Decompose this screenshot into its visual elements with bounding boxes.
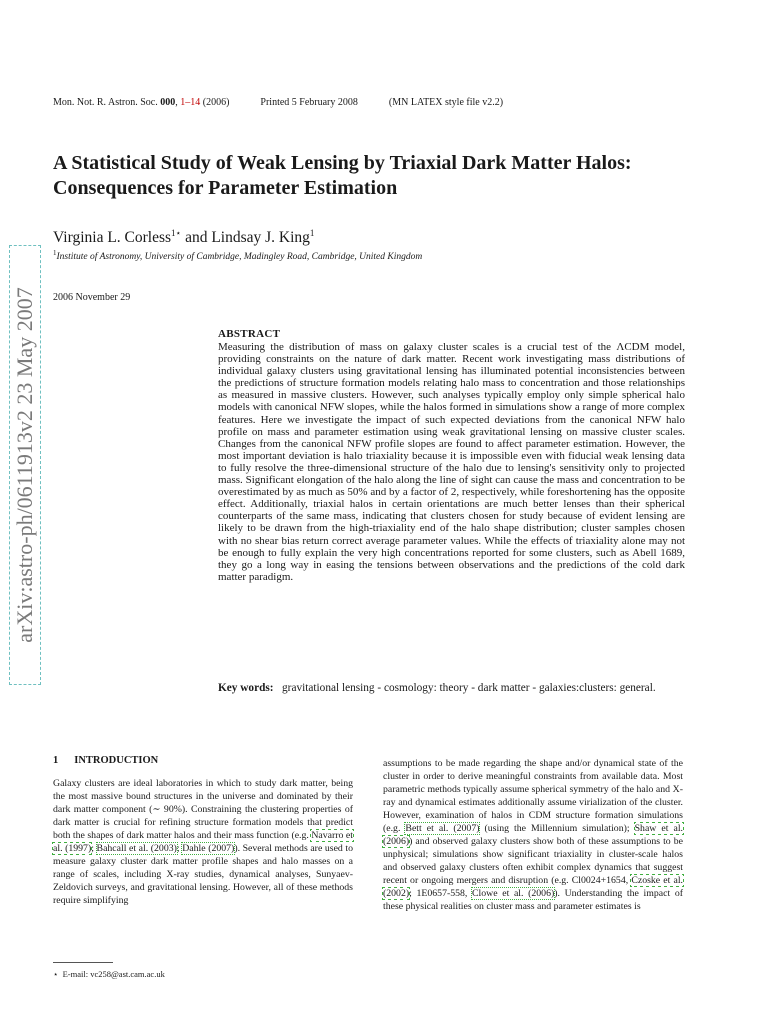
author-corless: Virginia L. Corless <box>53 229 172 247</box>
citation-link[interactable]: Czoske et al. (2002) <box>383 875 683 899</box>
keywords-label: Key words: <box>218 682 274 694</box>
abstract-heading: ABSTRACT <box>218 328 281 340</box>
journal-volume: 000 <box>160 97 176 108</box>
author-king-marks: 1 <box>309 228 315 238</box>
intro-text: ; <box>176 843 183 854</box>
footnote-mark: ⋆ <box>53 969 59 979</box>
masthead: Mon. Not. R. Astron. Soc. 000, 1–14 (2006) Printed 5 February 2008 (MN LATEX style file v2.2) <box>53 97 504 108</box>
intro-column-left <box>53 777 353 907</box>
intro-text: ). Understanding the impact of these physical realities on cluster mass and parameter estimates is <box>383 888 683 912</box>
author-corless-marks: 1⋆ <box>171 228 182 238</box>
citation-link[interactable]: Bett et al. (2007) <box>405 823 480 834</box>
section-heading <box>53 755 158 766</box>
keywords <box>218 681 685 695</box>
abstract-text: Measuring the distribution of mass on galaxy cluster scales is a crucial test of the ΛCDM model, providing constraints on the nature of dark matter. Recent work investigating mass distributions of individual galaxy clusters using gravitational lensing has illuminated potential inconsistencies between the predictions of structure formation models relating halo mass to concentration and those relationships as measured in massive clusters. However, such analyses typically employ only simple spherical halo models with canonical NFW slopes, while the halos formed in simulations show a range of more complex features. Here we investigate the impact of such expected deviations from the canonical NFW halo profile on mass and parameter estimation using weak gravitational lensing on massive cluster scales. Changes from the canonical NFW profile slopes are found to affect parameter estimation. However, the most important deviation is halo triaxiality because it is impossible even with fiducial weak lensing data to fully resolve the three-dimensional structure of the halo due to lensing's sensitivity only to projected mass. Significant elongation of the halo along the line of sight can cause the mass and concentration to be overestimated by as much as 50% and by a factor of 2, respectively, while foreshortening has the opposite effect. Additionally, triaxial halos in certain orientations are much better lenses than their spherical counterparts of the same mass, indicating that clusters chosen for study because of evident lensing are likely to be drawn from the high-triaxiality end of the halo shape distribution; cluster samples chosen with no shear bias return correct average parameter values. While the effects of triaxiality alone may not be enough to fully explain the very high concentrations reported for some clusters, such as Abell 1689, they go a long way in easing the tensions between observations and the predictions of the cold dark matter paradigm. <box>218 341 685 583</box>
intro-column-right <box>383 757 683 913</box>
journal-pages-link[interactable]: 1–14 <box>180 97 201 108</box>
keywords-text: gravitational lensing - cosmology: theory - dark matter - galaxies:clusters: general. <box>282 682 656 694</box>
footnote-email[interactable]: E-mail: vc258@ast.cam.ac.uk <box>62 969 165 979</box>
section-number: 1 <box>53 755 59 766</box>
intro-text: ). Several methods are used to measure galaxy cluster dark matter profile shapes and halo masses on a range of scales, including X-ray studies, dynamical analyses, Sunyaev-Zeldovich surveys, and gravitational lensing. However, all of these methods require simplifying <box>53 843 354 906</box>
arxiv-identifier[interactable]: arXiv:astro-ph/0611913v2 23 May 2007 <box>4 240 46 690</box>
intro-text: (using the Millennium simulation); <box>479 823 635 834</box>
footnote-rule <box>53 962 113 963</box>
printed-date: Printed 5 February 2008 <box>260 97 358 108</box>
paper-title: A Statistical Study of Weak Lensing by Triaxial Dark Matter Halos: Consequences for Parameter Estimation <box>53 152 632 199</box>
intro-text: Galaxy clusters are ideal laboratories in which to study dark matter, being the most massive bound structures in the universe and dominated by their dark matter component (∼ 90%). Constraining the clustering properties of dark matter is crucial for refining structure formation models that predict both the shapes of dark matter halos and their mass function (e.g. <box>53 778 353 841</box>
citation-link[interactable]: Dahle (2007) <box>182 843 235 854</box>
submission-date: 2006 November 29 <box>53 292 131 303</box>
footnote <box>53 969 165 980</box>
author-king: Lindsay J. King <box>211 229 310 247</box>
section-title: INTRODUCTION <box>74 755 159 766</box>
citation-link[interactable]: Bahcall et al. (2003) <box>96 843 177 854</box>
author-line <box>53 228 314 247</box>
intro-text: ; 1E0657-558, <box>409 888 473 899</box>
citation-link[interactable]: Navarro et al. (1997) <box>53 830 353 854</box>
affiliation-text: Institute of Astronomy, University of Cambridge, Madingley Road, Cambridge, United Kingdom <box>56 252 423 263</box>
author-conjunction: and <box>181 229 212 247</box>
style-file: (MN LATEX style file v2.2) <box>388 97 504 108</box>
journal-name: Mon. Not. R. Astron. Soc. <box>53 97 158 108</box>
affiliation <box>53 249 422 262</box>
intro-text: ; <box>91 843 97 854</box>
intro-text: ) and observed galaxy clusters show both of these assumptions to be unphysical; simulations show significant triaxiality in cluster-scale halos and observed galaxy clusters often exhibit complex dynamics that suggest recent or ongoing mergers and disruption (e.g. Cl0024+1654, <box>383 836 683 886</box>
citation-link[interactable]: Clowe et al. (2006) <box>472 888 555 899</box>
intro-text: assumptions to be made regarding the shape and/or dynamical state of the cluster in order to derive meaningful constraints from available data. Most parametric methods typically assume spherical symmetry of the halo and X-ray and dynamical estimates additionally assume virialization of the cluster. However, examination of halos in CDM structure formation simulations (e.g. <box>383 758 683 834</box>
affiliation-mark: 1 <box>53 249 57 257</box>
citation-link[interactable]: Shaw et al. (2006) <box>383 823 683 847</box>
journal-year: (2006) <box>202 97 230 108</box>
